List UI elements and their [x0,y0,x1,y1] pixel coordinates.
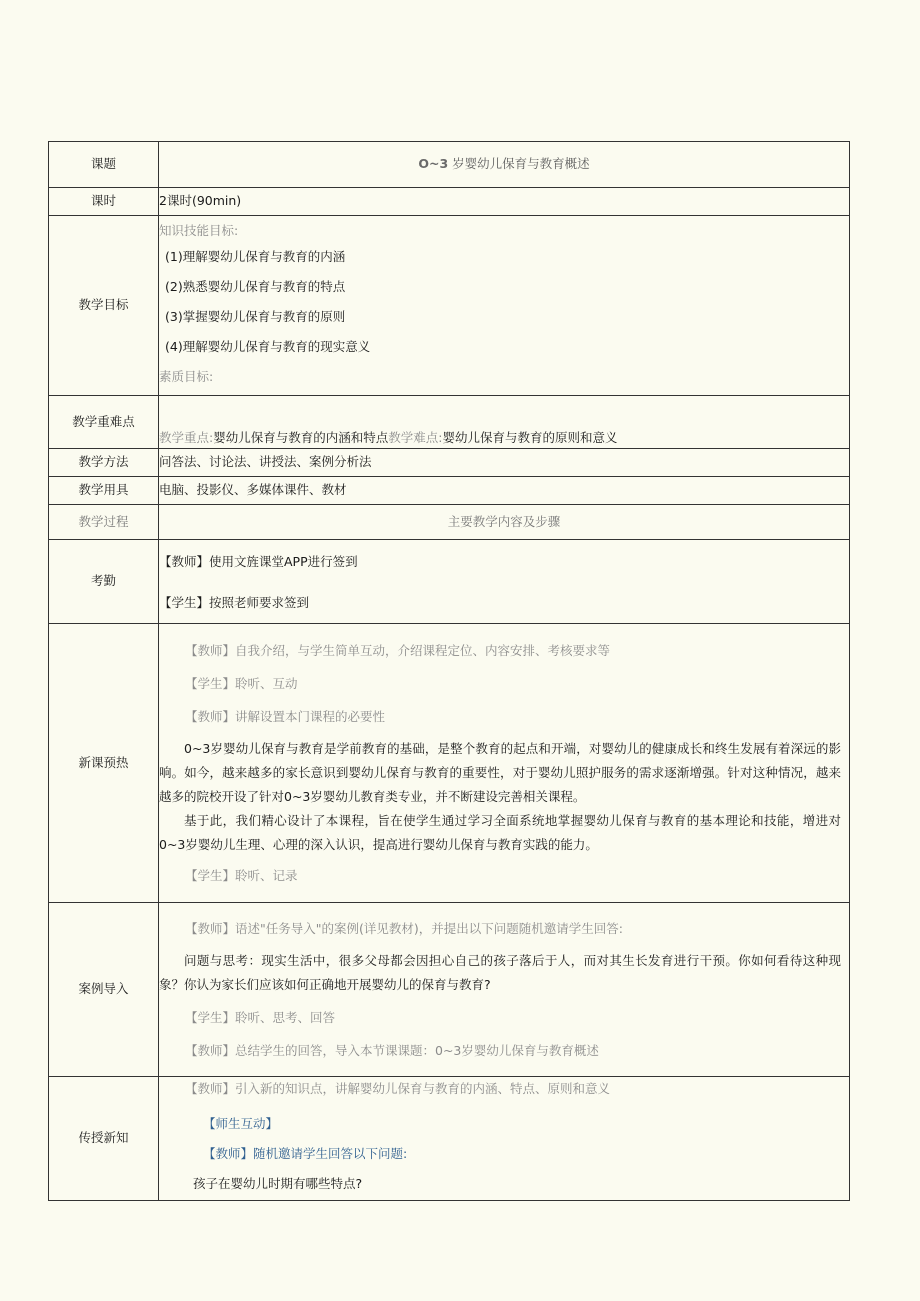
objectives-label: 教学目标 [49,216,159,396]
preview-teacher-2: 【教师】讲解设置本门课程的必要性 [185,709,386,724]
attendance-row [49,540,850,624]
tools-label: 教学用具 [49,477,159,505]
case-teacher-1: 【教师】语述"任务导入"的案例(详见教材)，并提出以下问题随机邀请学生回答: [185,921,623,936]
period-label: 课时 [49,188,159,216]
objective-item: (3)掌握婴幼儿保育与教育的原则 [165,309,346,324]
key-label: 教学重点: [159,429,214,445]
case-row [49,903,850,1077]
title-label: 课题 [49,142,159,188]
keypoints-row [49,396,850,449]
new-knowledge-teacher-2: 【教师】随机邀请学生回答以下问题: [203,1146,408,1161]
new-knowledge-question: 孩子在婴幼儿时期有哪些特点? [193,1176,363,1191]
lesson-title-text: 岁婴幼儿保育与教育概述 [452,156,590,172]
new-knowledge-row [49,1077,850,1201]
quality-heading: 素质目标: [159,369,214,384]
process-header-left: 教学过程 [49,505,159,540]
lesson-title-number: O~3 [418,156,449,172]
methods-label: 教学方法 [49,449,159,477]
case-teacher-2: 【教师】总结学生的回答，导入本节课课题：0~3岁婴幼儿保育与教育概述 [185,1043,599,1058]
process-header-right: 主要教学内容及步骤 [159,505,850,540]
objectives-row [49,216,850,396]
attendance-teacher: 【教师】使用文旌课堂APP进行签到 [159,553,358,569]
difficulty-label: 教学难点: [388,429,443,445]
keypoints-content [159,396,850,449]
methods-row [49,449,850,477]
tools-value: 电脑、投影仪、多媒体课件、教材 [159,477,850,505]
preview-paragraph-1: 0~3岁婴幼儿保育与教育是学前教育的基础，是整个教育的起点和开端，对婴幼儿的健康成长和终生发展有着深远的影响。如今，越来越多的家长意识到婴幼儿保育与教育的重要性，对于婴幼儿照护服务的需求逐渐增强。针对这种情况，越来越多的院校开设了针对0~3岁婴幼儿教育类专业，并不断建设完善相关课程。 [159,741,841,804]
attendance-student: 【学生】按照老师要求签到 [159,594,310,610]
preview-paragraph-2: 基于此，我们精心设计了本课程，旨在使学生通过学习全面系统地掌握婴幼儿保育与教育的基本理论和技能，增进对0~3岁婴幼儿生理、心理的深入认识，提高进行婴幼儿保育与教育实践的能力。 [159,813,841,852]
period-row [49,188,850,216]
preview-teacher-1: 【教师】自我介绍，与学生简单互动，介绍课程定位、内容安排、考核要求等 [185,643,611,658]
objective-item: (1)理解婴幼儿保育与教育的内涵 [165,249,346,264]
objective-item: (4)理解婴幼儿保育与教育的现实意义 [165,339,371,354]
preview-student-1: 【学生】聆听、互动 [185,676,298,691]
title-row [49,142,850,188]
case-question: 问题与思考：现实生活中，很多父母都会因担心自己的孩子落后于人，而对其生长发育进行干预。你如何看待这种现象？你认为家长们应该如何正确地开展婴幼儿的保育与教育? [159,953,841,992]
case-content [159,903,850,1077]
preview-student-2: 【学生】聆听、记录 [185,868,298,883]
methods-value: 问答法、讨论法、讲授法、案例分析法 [159,449,850,477]
preview-row [49,624,850,903]
key-text: 婴幼儿保育与教育的内涵和特点 [213,429,389,445]
keypoints-label: 教学重难点 [49,396,159,449]
objectives-content [159,216,850,396]
objective-item: (2)熟悉婴幼儿保育与教育的特点 [165,279,346,294]
preview-content [159,624,850,903]
preview-label: 新课预热 [49,624,159,903]
tools-row [49,477,850,505]
new-knowledge-teacher-1: 【教师】引入新的知识点，讲解婴幼儿保育与教育的内涵、特点、原则和意义 [185,1081,611,1096]
attendance-label: 考勤 [49,540,159,624]
difficulty-text: 婴幼儿保育与教育的原则和意义 [442,429,618,445]
process-header-row [49,505,850,540]
case-label: 案例导入 [49,903,159,1077]
case-student: 【学生】聆听、思考、回答 [185,1010,336,1025]
new-knowledge-content [159,1077,850,1201]
attendance-content [159,540,850,624]
lesson-plan-table [48,141,850,1201]
new-knowledge-label: 传授新知 [49,1077,159,1201]
period-value: 2课时(90min) [159,188,850,216]
lesson-title [159,142,850,188]
knowledge-heading: 知识技能目标: [159,223,239,238]
interaction-heading: 【师生互动】 [203,1116,279,1131]
